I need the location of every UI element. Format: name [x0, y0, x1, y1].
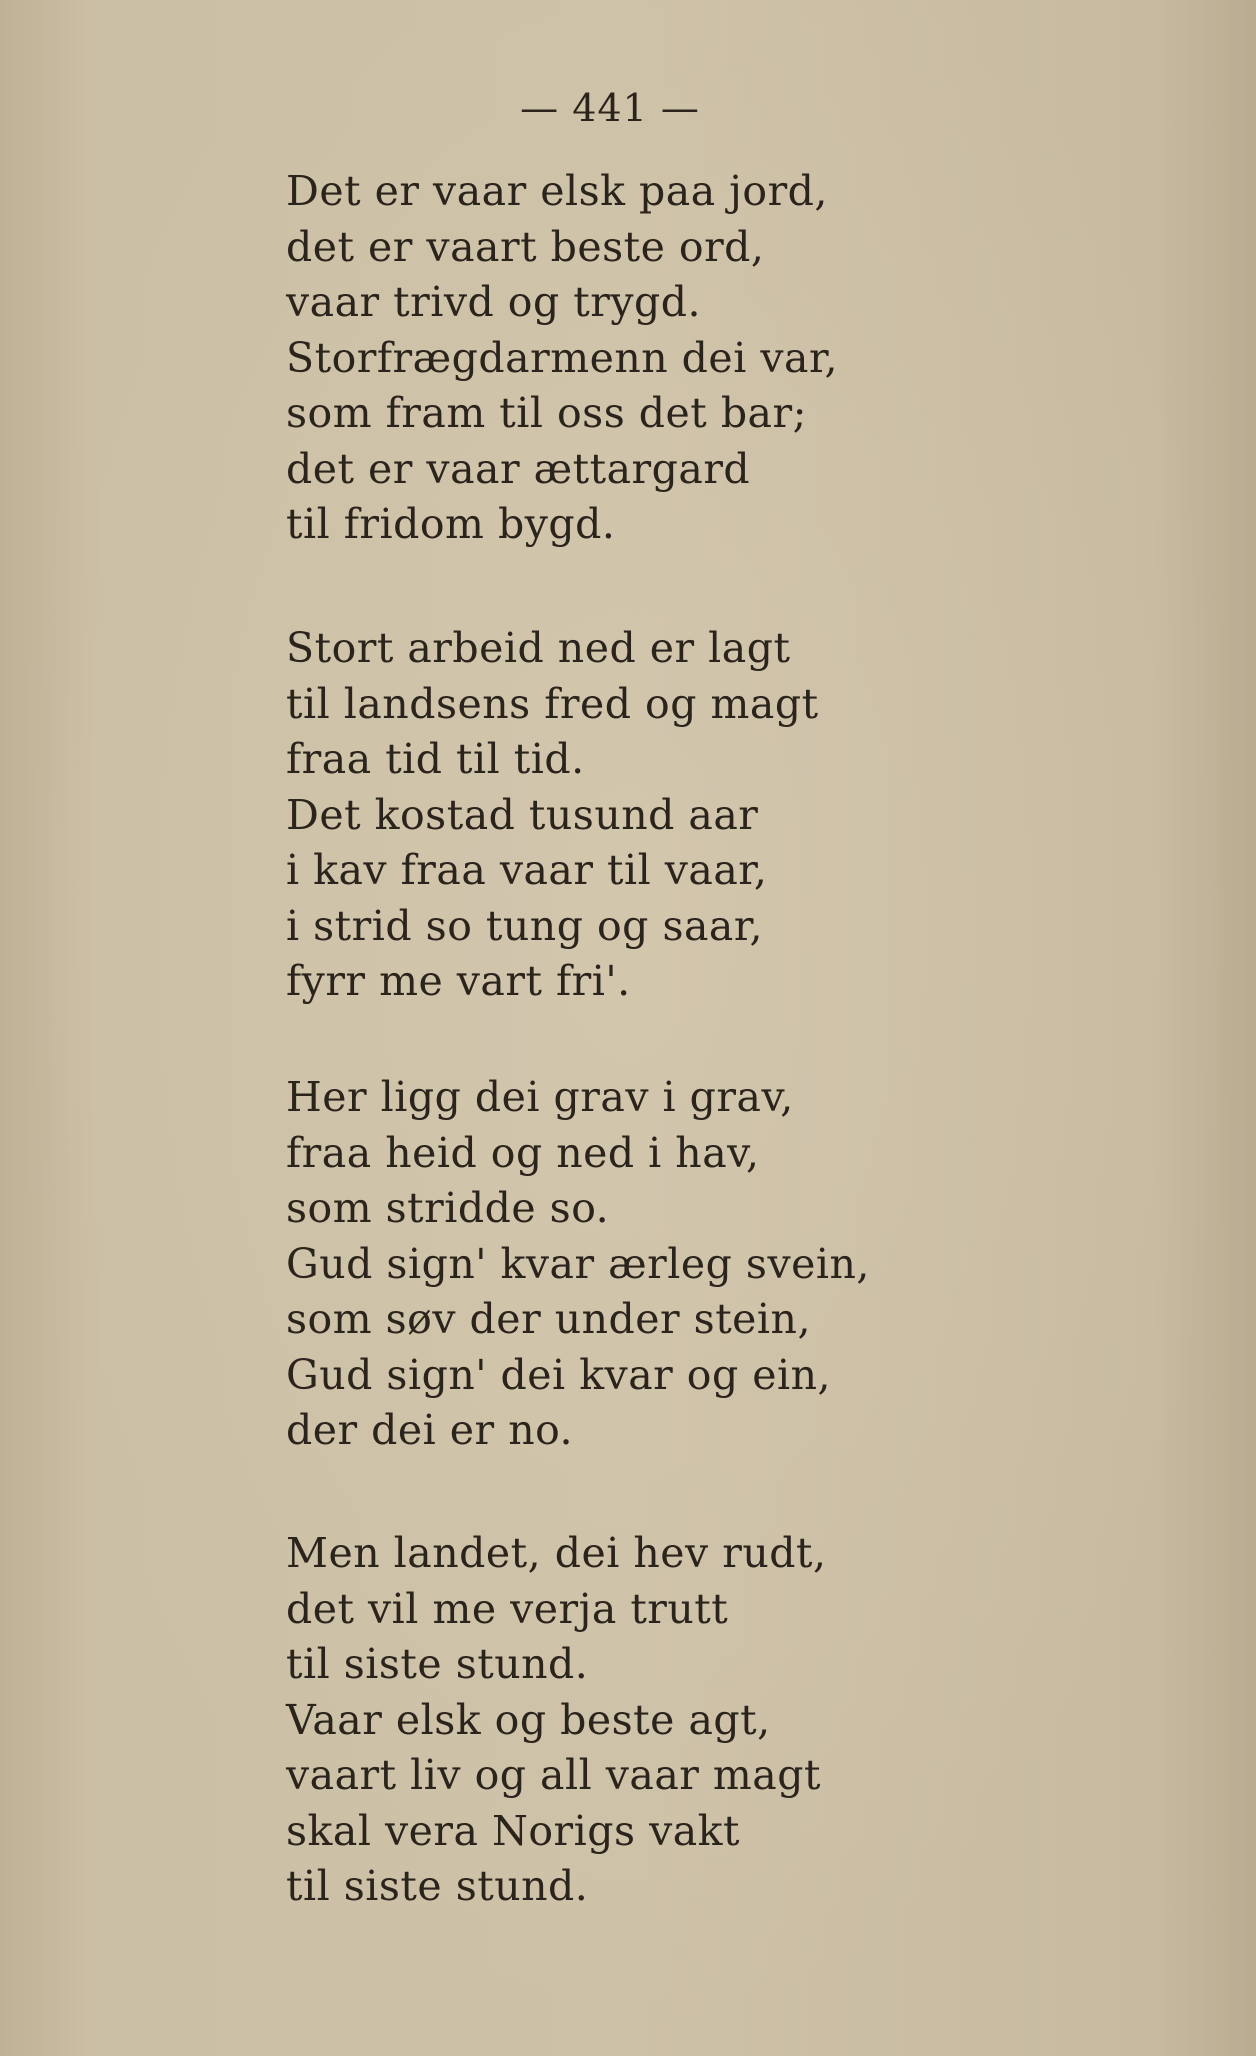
poem-line: vaar trivd og trygd.: [286, 278, 702, 326]
poem-line: til landsens fred og magt: [286, 679, 819, 728]
poem-line: Storfrægdarmenn dei var,: [286, 333, 839, 382]
poem-line: Gud sign' dei kvar og ein,: [286, 1350, 832, 1399]
poem-line: der dei er no.: [286, 1406, 574, 1454]
poem-line: til siste stund.: [286, 1640, 589, 1688]
poem-line: som stridde so.: [286, 1184, 610, 1232]
poem-line: Stort arbeid ned er lagt: [286, 624, 791, 672]
poem-line: i strid so tung og saar,: [286, 901, 763, 950]
poem-stanza: [286, 621, 819, 1010]
poem-stanza: [286, 1526, 826, 1915]
poem-line: Her ligg dei grav i grav,: [286, 1073, 794, 1121]
poem-line: skal vera Norigs vakt: [286, 1806, 740, 1855]
poem-line: det vil me verja trutt: [286, 1584, 729, 1633]
poem-line: til fridom bygd.: [286, 500, 616, 548]
poem-line: Det er vaar elsk paa jord,: [286, 167, 828, 215]
poem-line: Men landet, dei hev rudt,: [286, 1529, 827, 1577]
poem-line: Gud sign' kvar ærleg svein,: [286, 1239, 870, 1288]
poem-line: til siste stund.: [286, 1862, 589, 1910]
poem-line: Vaar elsk og beste agt,: [286, 1695, 771, 1744]
poem-line: fyrr me vart fri'.: [286, 957, 631, 1005]
poem-line: fraa heid og ned i hav,: [286, 1128, 760, 1177]
poem-line: Det kostad tusund aar: [286, 790, 759, 839]
poem-line: som fram til oss det bar;: [286, 389, 807, 437]
poem-stanza: [286, 1070, 870, 1459]
poem-line: vaart liv og all vaar magt: [286, 1751, 821, 1799]
poem-line: fraa tid til tid.: [286, 735, 585, 783]
page-number: — 441 —: [520, 86, 700, 130]
poem-line: som søv der under stein,: [286, 1295, 811, 1343]
poem-line: det er vaart beste ord,: [286, 222, 765, 271]
poem-stanza: [286, 164, 838, 553]
poem-line: i kav fraa vaar til vaar,: [286, 846, 768, 894]
poem-line: det er vaar ættargard: [286, 444, 751, 493]
